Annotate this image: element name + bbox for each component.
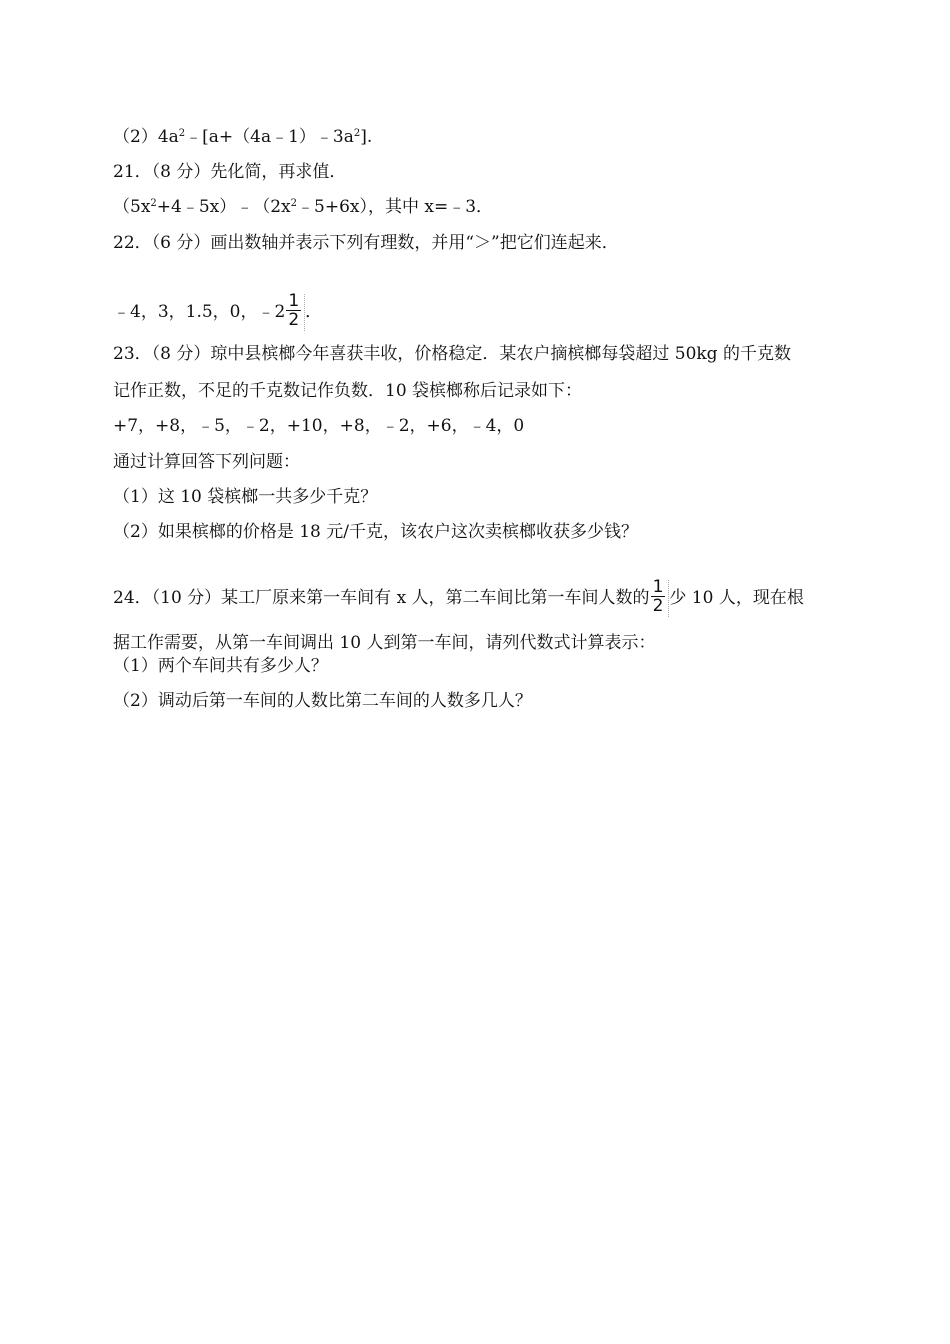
q24-frac-den: 2 (652, 596, 664, 616)
q22-frac-num: 1 (288, 291, 300, 311)
q24-frac-num: 1 (652, 577, 664, 597)
q24-line1 (113, 577, 804, 617)
q22-fraction (285, 291, 305, 331)
q24-line1-prefix: 24．（10 分）某工厂原来第一车间有 x 人，第二车间比第一车间人数的 (113, 588, 650, 608)
q23-prompt: 通过计算回答下列问题： (113, 452, 300, 472)
q22-numbers-suffix: ． (305, 302, 323, 322)
q20-sup-2: 2 (353, 128, 361, 139)
q24-line1-suffix: 少 10 人，现在根 (669, 588, 804, 608)
q22-frac-den: 2 (288, 310, 300, 330)
q21-expr-c: ﹣5+6x），其中 x=﹣3． (297, 197, 494, 217)
q24-sub2: （2）调动后第一车间的人数比第二车间的人数多几人？ (113, 691, 532, 711)
q21-sup-2: 2 (290, 198, 298, 209)
q20-part2-text-c: ]. (360, 127, 373, 147)
q21-title: 21．（8 分）先化简，再求值． (113, 162, 347, 182)
q24-line2: 据工作需要，从第一车间调出 10 人到第一车间，请列代数式计算表示： (113, 633, 656, 653)
q24-fraction (650, 577, 670, 617)
q20-sup-1: 2 (178, 128, 186, 139)
q23-line1: 23．（8 分）琼中县槟榔今年喜获丰收，价格稳定．某农户摘槟榔每袋超过 50kg 的千克数 (113, 344, 791, 364)
q20-part2 (113, 126, 372, 148)
q23-sub2: （2）如果槟榔的价格是 18 元/千克，该农户这次卖槟榔收获多少钱？ (113, 522, 638, 542)
q24-sub1: （1）两个车间共有多少人？ (113, 656, 328, 676)
q21-sup-1: 2 (150, 198, 157, 209)
q22-numbers (113, 291, 323, 331)
q21-expr-b: +4﹣5x）﹣（2x (156, 197, 291, 217)
q22-title: 22．（6 分）画出数轴并表示下列有理数，并用“＞”把它们连起来． (113, 233, 619, 253)
q23-sub1: （1）这 10 袋槟榔一共多少千克？ (113, 487, 378, 507)
q20-part2-text-a: （2）4a (113, 127, 179, 147)
q21-expression (113, 196, 493, 218)
q23-line2: 记作正数，不足的千克数记作负数．10 袋槟榔称后记录如下： (113, 381, 583, 401)
q22-numbers-text: ﹣4，3，1.5，0，﹣2 (113, 302, 286, 322)
q23-data: +7，+8，﹣5，﹣2，+10，+8，﹣2，+6，﹣4，0 (113, 416, 525, 436)
q20-part2-text-b: ﹣[a+（4a﹣1）﹣3a (185, 127, 354, 147)
q21-expr-a: （5x (113, 197, 151, 217)
